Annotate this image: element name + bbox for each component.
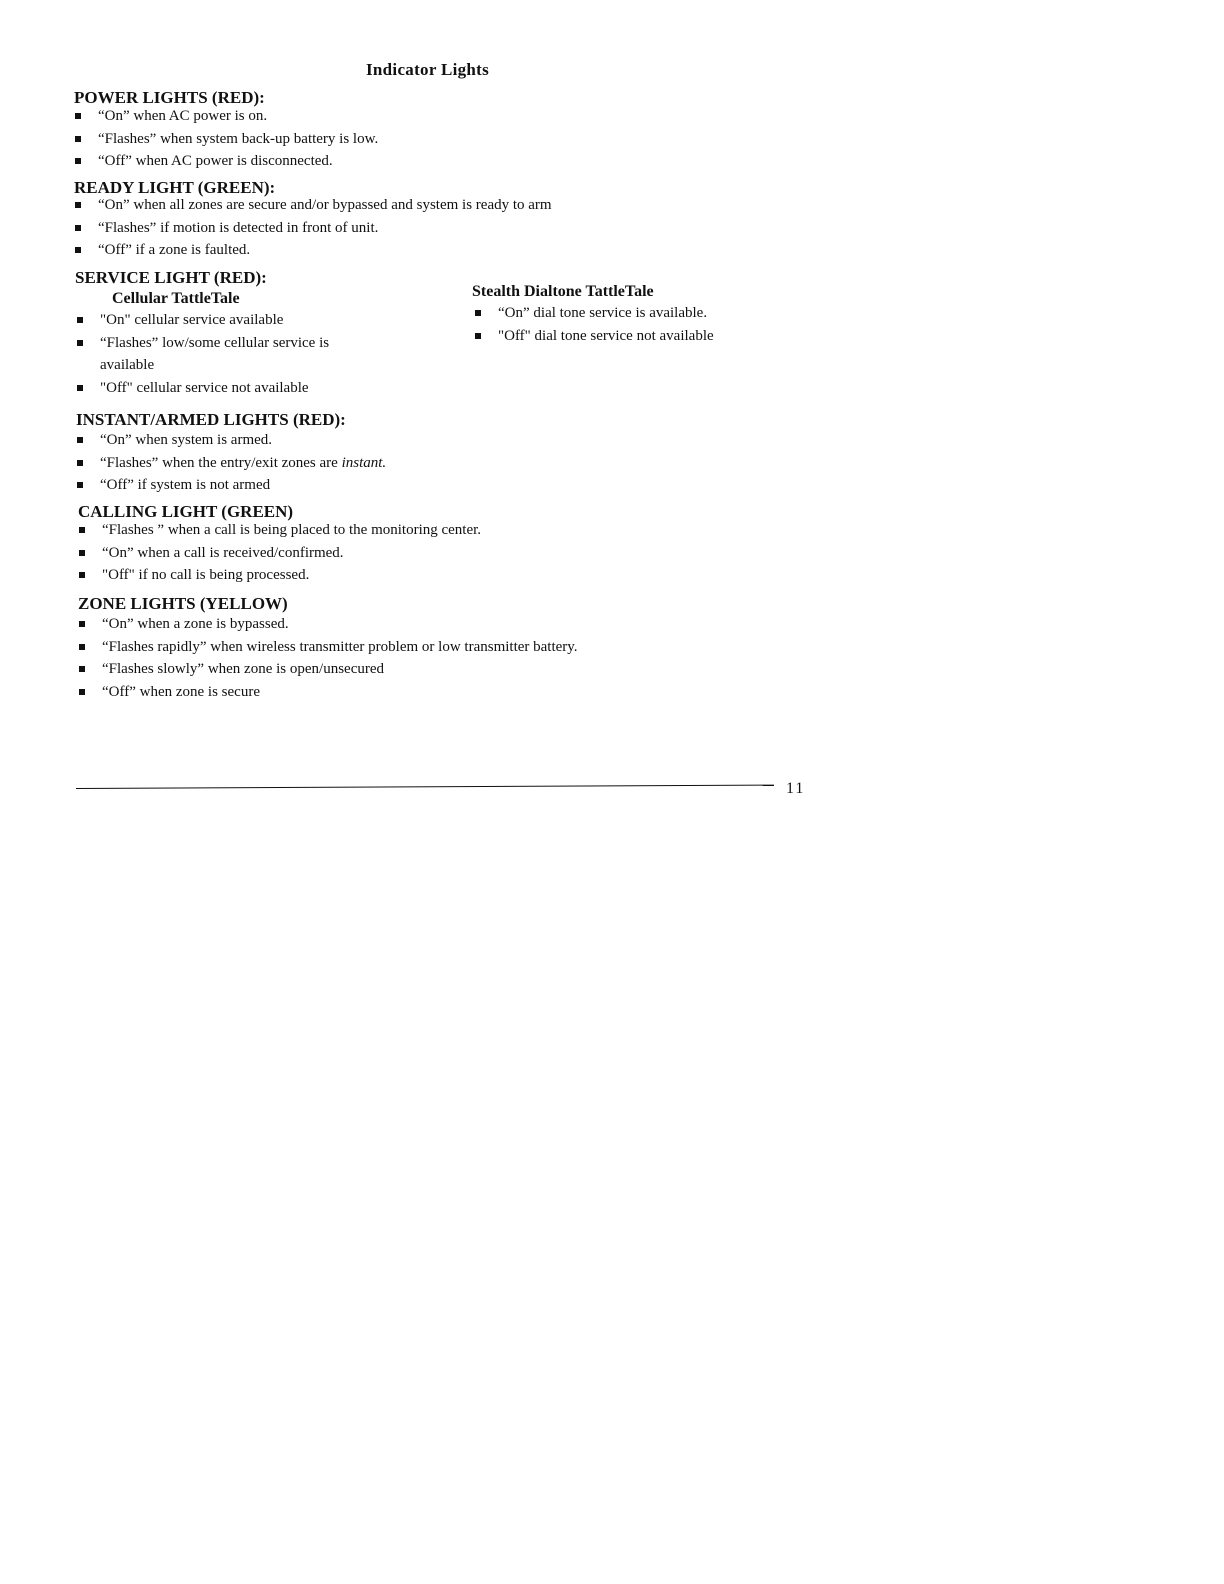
list-item: "Off" dial tone service not available [474,325,714,348]
list-item: "Off" if no call is being processed. [78,564,481,587]
stealth-dialtone-heading: Stealth Dialtone TattleTale [472,283,654,300]
calling-light-heading: CALLING LIGHT (GREEN) [78,502,294,521]
ready-light-list [74,194,552,262]
page-title: Indicator Lights [366,60,490,79]
list-item: “On” when system is armed. [76,429,386,452]
stealth-dialtone-list [474,302,714,347]
instant-armed-list [76,429,386,497]
list-item: "Off" cellular service not available [76,377,366,400]
list-item: “On” when all zones are secure and/or bypassed and system is ready to arm [74,194,552,217]
cellular-tattletale-heading: Cellular TattleTale [112,290,240,307]
list-item: “Flashes” when system back-up battery is low. [74,128,378,151]
italic-word: instant. [341,454,387,471]
zone-lights-list [78,613,578,703]
instant-armed-heading: INSTANT/ARMED LIGHTS (RED): [76,410,346,429]
list-item: "On" cellular service available [76,309,366,332]
list-item: “Flashes rapidly” when wireless transmitter problem or low transmitter battery. [78,636,578,659]
calling-light-list [78,519,481,587]
list-item: “Off” when zone is secure [78,681,578,704]
zone-lights-heading: ZONE LIGHTS (YELLOW) [78,594,288,613]
power-lights-list [74,105,378,173]
ready-light-heading: READY LIGHT (GREEN): [74,178,276,197]
list-item [76,452,386,475]
list-item: “On” when AC power is on. [74,105,378,128]
page-number: 11 [786,780,806,797]
list-item: “On” when a call is received/confirmed. [78,542,481,565]
list-item: “Flashes” low/some cellular service is available [76,332,366,377]
cellular-tattletale-list [76,309,366,399]
list-item: “Off” when AC power is disconnected. [74,150,378,173]
list-item-text: “Flashes” when the entry/exit zones are [100,454,338,471]
list-item: “Flashes slowly” when zone is open/unsecured [78,658,578,681]
list-item: “Flashes” if motion is detected in front of unit. [74,217,552,240]
list-item: “On” dial tone service is available. [474,302,714,325]
list-item: “Off” if system is not armed [76,474,386,497]
power-lights-heading: POWER LIGHTS (RED): [74,88,265,107]
footer-rule [76,785,774,789]
list-item: “Flashes ” when a call is being placed to the monitoring center. [78,519,481,542]
list-item: “On” when a zone is bypassed. [78,613,578,636]
list-item: “Off” if a zone is faulted. [74,239,552,262]
service-light-heading: SERVICE LIGHT (RED): [75,268,267,287]
